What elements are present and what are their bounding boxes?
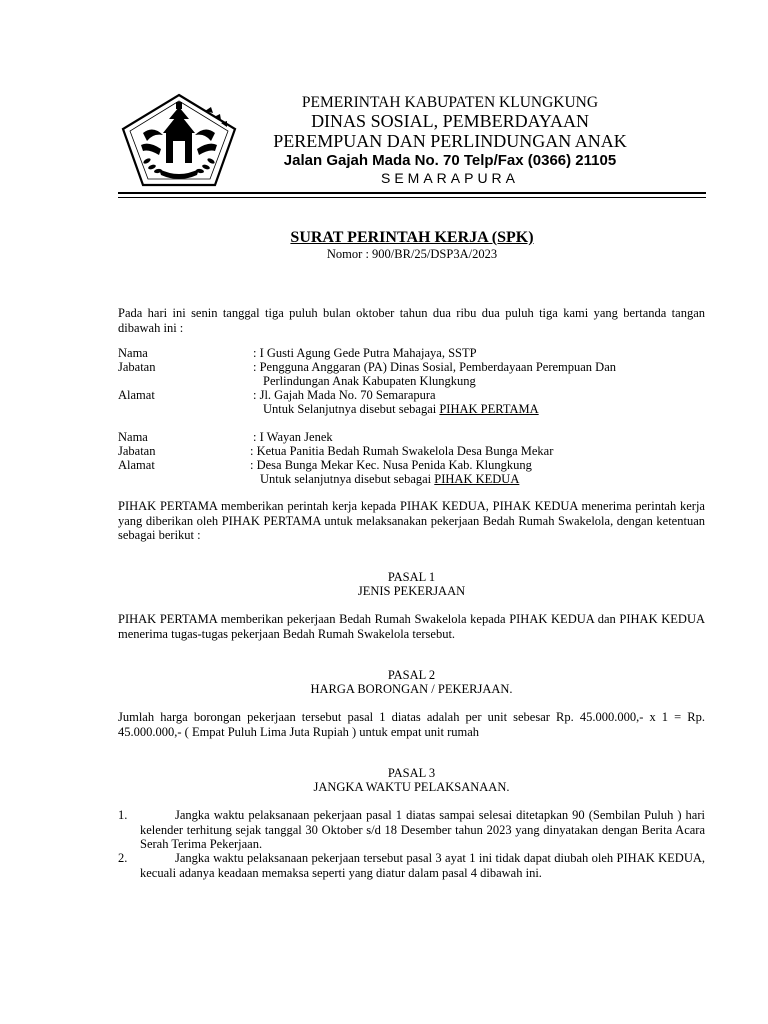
party2-nama-value: : I Wayan Jenek — [253, 430, 333, 444]
letterhead-government: PEMERINTAH KABUPATEN KLUNGKUNG — [301, 94, 599, 111]
letterhead-city: SEMARAPURA — [380, 170, 520, 186]
pasal3-item1-number: 1. — [118, 808, 128, 822]
party2-note-prefix: Untuk selanjutnya disebut sebagai — [260, 472, 435, 486]
party1-jabatan-value: : Pengguna Anggaran (PA) Dinas Sosial, Pemberdayaan Perempuan Dan — [253, 360, 617, 374]
intro-paragraph: Pada hari ini senin tanggal tiga puluh bulan oktober tahun dua ribu dua puluh tiga kami yang bertanda tangan dibawah ini : — [118, 306, 705, 335]
pasal1-heading: PASAL 1 — [387, 570, 436, 584]
document-number: Nomor : 900/BR/25/DSP3A/2023 — [326, 247, 498, 261]
party2-term: PIHAK KEDUA — [434, 472, 520, 486]
pasal1-subheading: JENIS PEKERJAAN — [357, 584, 466, 598]
letterhead-agency-line1: DINAS SOSIAL, PEMBERDAYAAN — [311, 111, 589, 131]
party1-nama-value: : I Gusti Agung Gede Putra Mahajaya, SSTP — [253, 346, 477, 360]
pasal2-subheading: HARGA BORONGAN / PEKERJAAN. — [310, 682, 513, 696]
party1-alamat-value: : Jl. Gajah Mada No. 70 Semarapura — [253, 388, 436, 402]
document-title: SURAT PERINTAH KERJA (SPK) — [290, 229, 534, 246]
letterhead-thin-rule — [118, 197, 706, 198]
pasal3-item1-text: Jangka waktu pelaksanaan pekerjaan pasal 1 diatas sampai selesai ditetapkan 90 (Sembilan Puluh ) hari kelender terhitung sejak tanggal 30 Oktober s/d 18 Desember tahun 2023 yang dinyatakan dengan Berita Acara Serah Terima Pekerjaan. — [140, 808, 705, 851]
pasal2-heading: PASAL 2 — [387, 668, 436, 682]
pasal3-subheading: JANGKA WAKTU PELAKSANAAN. — [313, 780, 510, 794]
party1-jabatan-continuation: Perlindungan Anak Kabupaten Klungkung — [263, 374, 476, 388]
party2-jabatan-label: Jabatan — [118, 444, 156, 458]
pasal3-item2-text: Jangka waktu pelaksanaan pekerjaan tersebut pasal 3 ayat 1 ini tidak dapat diubah oleh PIHAK KEDUA, kecuali adanya keadaan memaksa seperti yang diatur dalam pasal 4 dibawah ini. — [140, 851, 705, 880]
party2-alamat-label: Alamat — [118, 458, 155, 472]
party1-jabatan-label: Jabatan — [118, 360, 156, 374]
party1-nama-label: Nama — [118, 346, 148, 360]
party1-term: PIHAK PERTAMA — [439, 402, 539, 416]
klungkung-regency-emblem-icon — [119, 89, 239, 189]
party1-note-prefix: Untuk Selanjutnya disebut sebagai — [263, 402, 440, 416]
party1-alamat-label: Alamat — [118, 388, 155, 402]
party1-note — [263, 402, 706, 417]
pasal1-text: PIHAK PERTAMA memberikan pekerjaan Bedah Rumah Swakelola kepada PIHAK KEDUA dan PIHAK KEDUA menerima tugas-tugas pekerjaan Bedah Rumah Swakelola tersebut. — [118, 612, 705, 641]
pasal3-item2-number: 2. — [118, 851, 128, 865]
party2-nama-label: Nama — [118, 430, 148, 444]
letterhead-thick-rule — [118, 192, 706, 194]
party2-alamat-value: : Desa Bunga Mekar Kec. Nusa Penida Kab. Klungkung — [250, 458, 532, 472]
party2-jabatan-value: : Ketua Panitia Bedah Rumah Swakelola Desa Bunga Mekar — [250, 444, 554, 458]
pasal2-text: Jumlah harga borongan pekerjaan tersebut pasal 1 diatas adalah per unit sebesar Rp. 45.000.000,- x 1 = Rp. 45.000.000,- ( Empat Puluh Lima Juta Rupiah ) untuk empat unit rumah — [118, 710, 705, 739]
letterhead-address: Jalan Gajah Mada No. 70 Telp/Fax (0366) 21105 — [283, 152, 617, 169]
letterhead — [240, 94, 660, 187]
terms-intro-paragraph: PIHAK PERTAMA memberikan perintah kerja kepada PIHAK KEDUA, PIHAK KEDUA menerima perintah kerja yang diberikan oleh PIHAK PERTAMA untuk melaksanakan pekerjaan Bedah Rumah Swakelola, dengan ketentuan sebagai berikut : — [118, 499, 705, 542]
pasal3-heading: PASAL 3 — [387, 766, 436, 780]
party2-note — [260, 472, 706, 487]
letterhead-agency-line2: PEREMPUAN DAN PERLINDUNGAN ANAK — [273, 131, 627, 151]
